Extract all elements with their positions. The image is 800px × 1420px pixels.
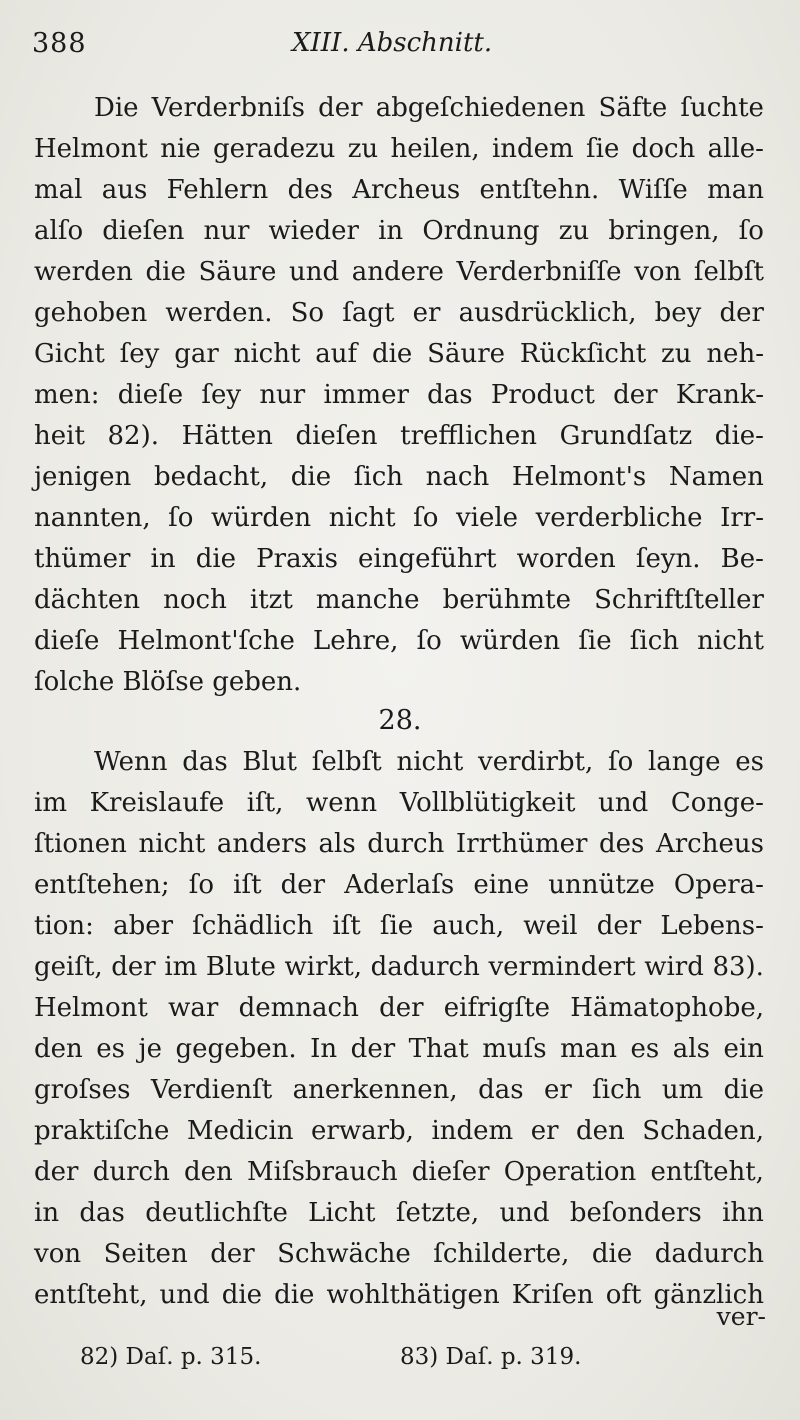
text-line: men: dieſe ſey nur immer das Product der Krank-: [34, 380, 764, 410]
paragraph-1: [34, 88, 764, 703]
page-number: 388: [32, 28, 87, 59]
section-number: 28.: [378, 705, 422, 736]
text-line: groſses Verdienſt anerkennen, das er ſich um die: [34, 1075, 764, 1105]
text-line: dächten noch itzt manche berühmte Schriftſteller: [34, 585, 764, 615]
text-line: praktiſche Medicin erwarb, indem er den Schaden,: [34, 1116, 764, 1146]
catchword: ver-: [716, 1302, 766, 1331]
text-line: Die Verderbniſs der abgeſchiedenen Säfte ſuchte: [94, 93, 764, 123]
text-line: nannten, ſo würden nicht ſo viele verderbliche Irr-: [34, 503, 764, 533]
text-line: Helmont nie geradezu zu heilen, indem ſie doch alle-: [34, 134, 764, 164]
text-line: Wenn das Blut ſelbſt nicht verdirbt, ſo lange es: [94, 747, 764, 777]
running-head: XIII. Abschnitt.: [292, 28, 493, 58]
footnote-83: 83) Daſ. p. 319.: [400, 1344, 582, 1370]
footnote-82: 82) Daſ. p. 315.: [80, 1344, 262, 1370]
text-line: alſo dieſen nur wieder in Ordnung zu bringen, ſo: [34, 216, 764, 246]
text-line: in das deutlichſte Licht ſetzte, und beſonders ihn: [34, 1198, 764, 1228]
text-line: entſtehen; ſo iſt der Aderlaſs eine unnütze Opera-: [34, 870, 764, 900]
text-line: ſtionen nicht anders als durch Irrthümer des Archeus: [34, 829, 764, 859]
footnotes: [80, 1344, 700, 1384]
text-line: gehoben werden. So ſagt er ausdrücklich, bey der: [34, 298, 764, 328]
text-line: tion: aber ſchädlich iſt ſie auch, weil der Lebens-: [34, 911, 764, 941]
text-line: den es je gegeben. In der That muſs man es als ein: [34, 1034, 764, 1064]
text-line: der durch den Miſsbrauch dieſer Operation entſteht,: [34, 1157, 764, 1187]
text-line: geiſt, der im Blute wirkt, dadurch vermindert wird 83).: [34, 952, 764, 982]
text-line: von Seiten der Schwäche ſchilderte, die dadurch: [34, 1239, 764, 1269]
text-line: Gicht ſey gar nicht auf die Säure Rückſicht zu neh-: [34, 339, 764, 369]
text-line: dieſe Helmont'ſche Lehre, ſo würden ſie ſich nicht: [34, 626, 764, 656]
paragraph-2: [34, 742, 764, 1316]
text-line: ſolche Blöſse geben.: [34, 667, 302, 697]
text-line: jenigen bedacht, die ſich nach Helmont's Namen: [34, 462, 764, 492]
text-line: thümer in die Praxis eingeführt worden ſeyn. Be-: [34, 544, 764, 574]
text-line: werden die Säure und andere Verderbniſſe von ſelbſt: [34, 257, 764, 287]
text-line: Helmont war demnach der eifrigſte Hämatophobe,: [34, 993, 764, 1023]
text-line: heit 82). Hätten dieſen trefflichen Grundſatz die-: [34, 421, 764, 451]
page-header: [32, 28, 772, 68]
text-line: im Kreislaufe iſt, wenn Vollblütigkeit und Conge-: [34, 788, 764, 818]
text-line: mal aus Fehlern des Archeus entſtehn. Wiſſe man: [34, 175, 764, 205]
text-line: entſteht, und die die wohlthätigen Kriſen oft gänzlich: [34, 1280, 764, 1310]
